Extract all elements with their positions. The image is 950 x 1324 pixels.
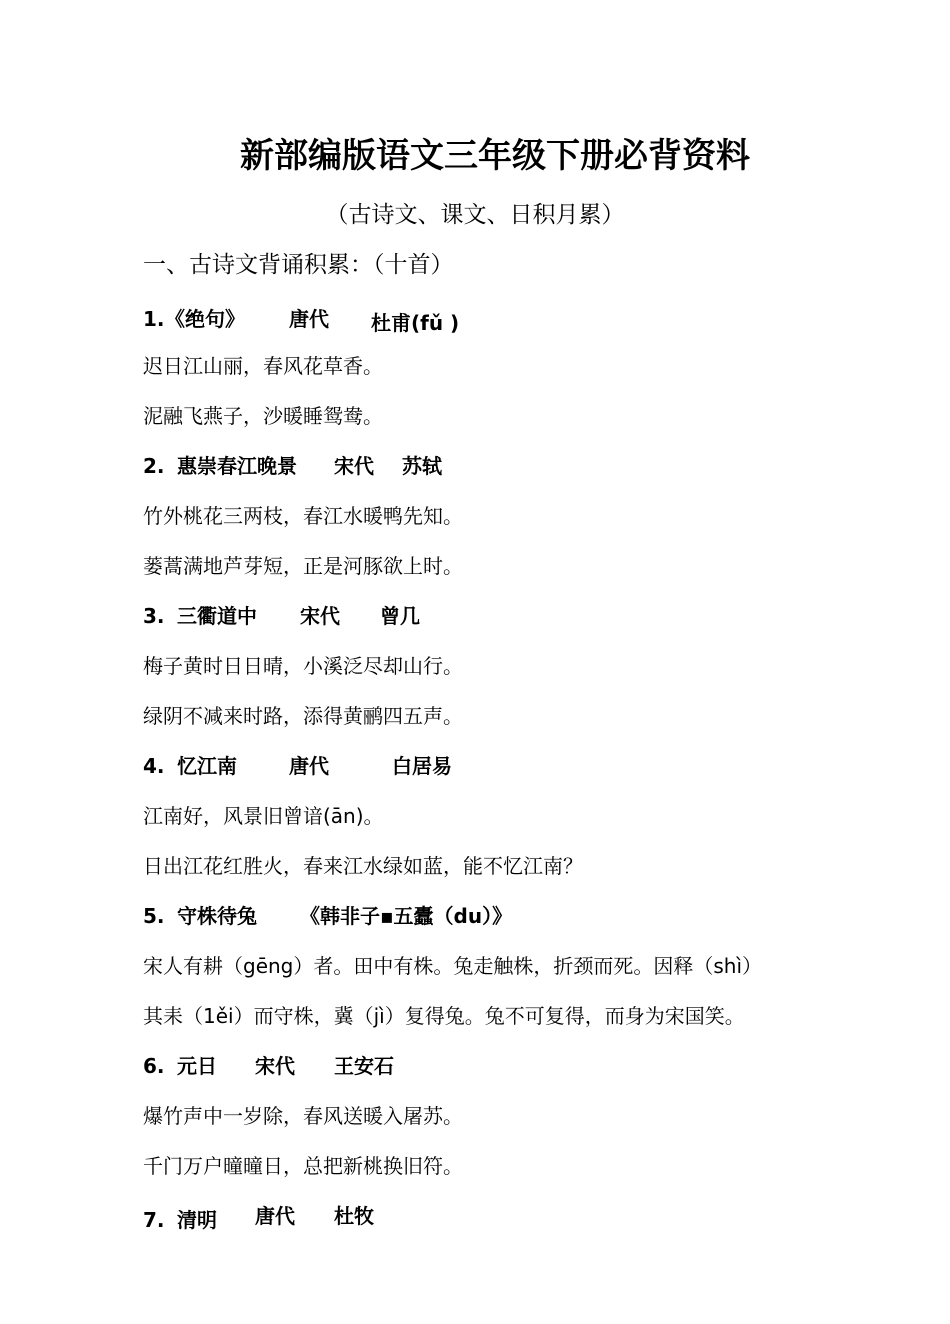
poem-line: 绿阴不减来时路，添得黄鹂四五声。	[143, 704, 463, 728]
poem-source: 《韩非子▪五蠹（du）》	[300, 904, 513, 928]
poem-line: 竹外桃花三两枝，春江水暖鸭先知。	[143, 504, 463, 528]
poem-line: 宋人有耕（gēng）者。田中有株。兔走触株，折颈而死。因释（shì）	[143, 954, 763, 978]
poem-number: 7.	[143, 1208, 165, 1232]
poem-author: 王安石	[334, 1054, 394, 1078]
poem-number: 6.	[143, 1054, 165, 1078]
section-heading: 一、古诗文背诵积累：（十首）	[143, 252, 454, 278]
poem-line: 千门万户曈曈日，总把新桃换旧符。	[143, 1154, 463, 1178]
poem-title: 三衢道中	[177, 604, 257, 628]
poem-number: 2.	[143, 454, 165, 478]
poem-dynasty: 宋代	[255, 1054, 295, 1078]
poem-line: 爆竹声中一岁除，春风送暖入屠苏。	[143, 1104, 463, 1128]
poem-line: 蒌蒿满地芦芽短，正是河豚欲上时。	[143, 554, 463, 578]
poem-title: 清明	[177, 1208, 217, 1232]
poem-dynasty: 宋代	[334, 454, 374, 478]
poem-title: 《绝句》	[165, 307, 245, 331]
document-title: 新部编版语文三年级下册必背资料	[240, 136, 750, 176]
poem-line: 其耒（1ěi）而守株，冀（jì）复得兔。兔不可复得，而身为宋国笑。	[143, 1004, 745, 1028]
poem-dynasty: 宋代	[300, 604, 340, 628]
poem-title: 忆江南	[177, 754, 237, 778]
poem-line: 梅子黄时日日晴，小溪泛尽却山行。	[143, 654, 463, 678]
poem-dynasty: 唐代	[289, 307, 329, 331]
poem-title: 惠崇春江晚景	[177, 454, 297, 478]
poem-number: 1.	[143, 307, 165, 331]
poem-number: 4.	[143, 754, 165, 778]
document-subtitle: （古诗文、课文、日积月累）	[325, 202, 625, 228]
poem-number: 3.	[143, 604, 165, 628]
poem-title: 元日	[177, 1054, 217, 1078]
poem-author: 曾几	[380, 604, 420, 628]
poem-author: 苏轼	[402, 454, 442, 478]
poem-author: 杜甫(fǔ )	[371, 311, 460, 335]
poem-line: 泥融飞燕子，沙暖睡鸳鸯。	[143, 404, 383, 428]
poem-line: 江南好，风景旧曾谙(ān)。	[143, 804, 384, 828]
poem-title: 守株待兔	[177, 904, 257, 928]
poem-author: 白居易	[392, 754, 452, 778]
poem-number: 5.	[143, 904, 165, 928]
poem-author: 杜牧	[334, 1204, 374, 1228]
poem-dynasty: 唐代	[255, 1204, 295, 1228]
poem-line: 迟日江山丽，春风花草香。	[143, 354, 383, 378]
poem-line: 日出江花红胜火，春来江水绿如蓝，能不忆江南？	[143, 854, 583, 878]
poem-dynasty: 唐代	[289, 754, 329, 778]
